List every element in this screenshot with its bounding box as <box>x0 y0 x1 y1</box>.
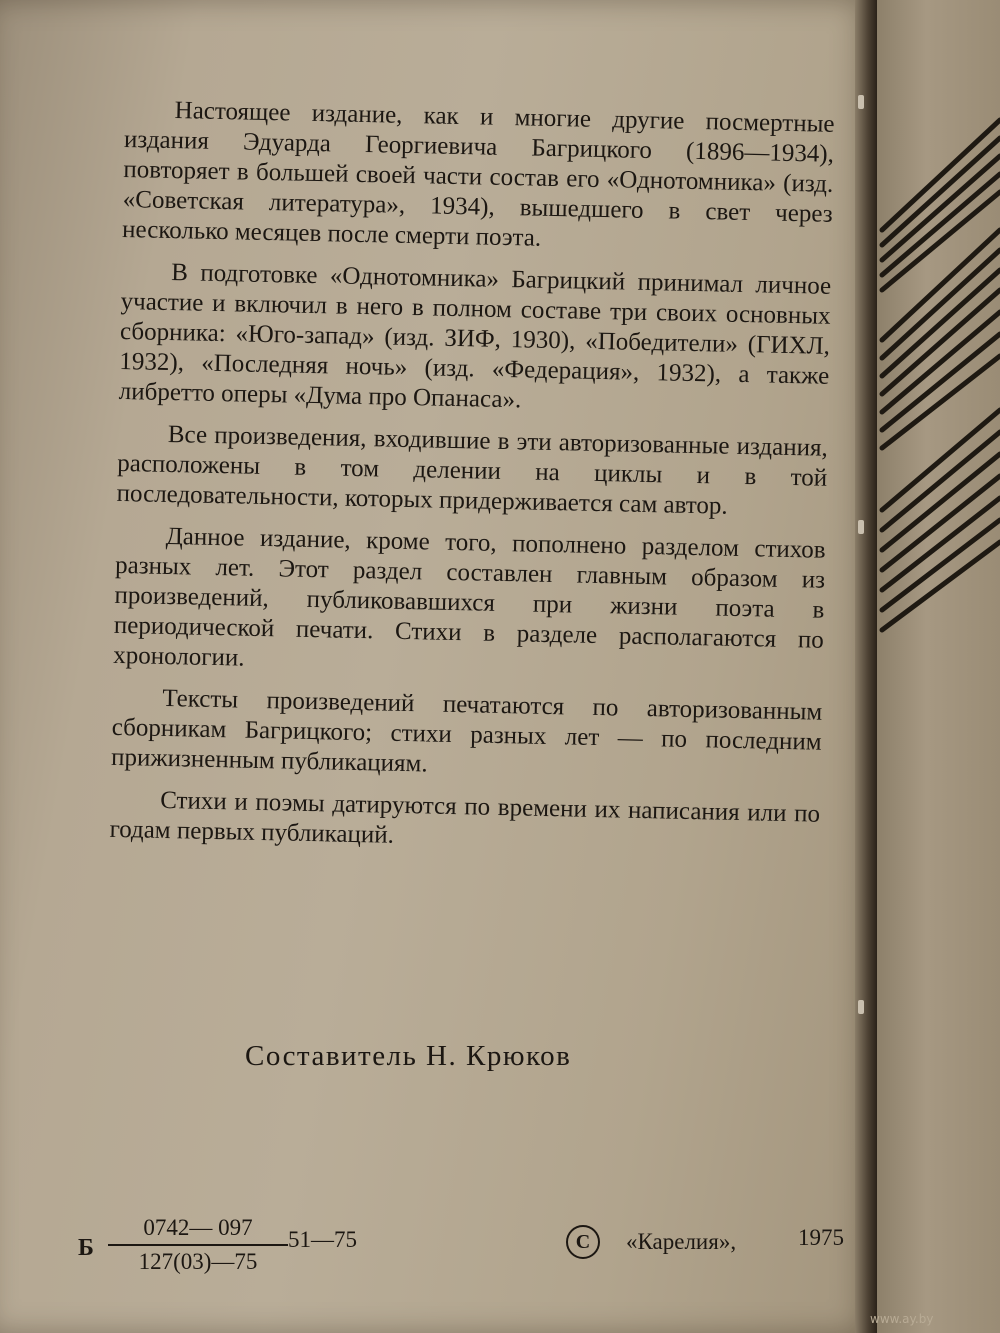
index-letter: Б <box>78 1235 94 1261</box>
paragraph: В подготовке «Однотомника» Багрицкий принимал личное участие и включил в него в полном составе три своих основных сборника: «Юго-запад» (изд. ЗИФ, 1930), «Победители» (ГИХЛ, 1932), «Последняя ночь» (изд. «Федерация», 1932), а также либретто оперы «Дума про Опанаса». <box>118 259 832 414</box>
compiler-credit: Составитель Н. Крюков <box>245 1040 572 1072</box>
watermark: www.ay.by <box>870 1312 934 1326</box>
illustration-stroke <box>882 432 1000 530</box>
adjacent-page-illustration <box>877 80 1000 720</box>
illustration-stroke <box>882 498 1000 590</box>
copyright-icon: C <box>566 1225 600 1259</box>
catalog-index-fraction <box>108 1215 288 1275</box>
book-gutter <box>855 0 877 1333</box>
illustration-stroke <box>882 410 1000 510</box>
illustration-stroke <box>882 120 1000 230</box>
paragraph: Настоящее издание, как и многие другие посмертные издания Эдуарда Георгиевича Багрицкого (1896—1934), повторяет в большей своей части состав его «Однотомника» (изд. «Советская литература», 1934), вышедшего в свет через несколько месяцев после смерти поэта. <box>121 97 835 252</box>
paragraph: Все произведения, входившие в эти авторизованные издания, расположены в том делении на циклы и в той последовательности, которых придерживается сам автор. <box>116 420 829 520</box>
illustration-stroke <box>882 334 1000 430</box>
fraction-denominator: 127(03)—75 <box>138 1249 258 1274</box>
paragraph: Данное издание, кроме того, пополнено разделом стихов разных лет. Этот раздел составлен главным образом из произведений, публиковавшихся при жизни поэта в периодической печати. Стихи в разделе располагаются по хронологии. <box>112 522 826 672</box>
binding-stitch <box>858 1000 864 1014</box>
binding-stitch <box>858 95 864 109</box>
main-text <box>109 95 835 872</box>
illustration-stroke <box>882 356 1000 448</box>
fraction-numerator: 0742— 097 <box>108 1215 288 1246</box>
binding-stitch <box>858 520 864 534</box>
catalog-suffix: 51—75 <box>288 1227 357 1252</box>
publisher-name: «Карелия», <box>626 1229 737 1254</box>
publication-year: 1975 <box>798 1225 844 1250</box>
paragraph: Стихи и поэмы датируются по времени их написания или по годам первых публикаций. <box>109 786 821 849</box>
publication-imprint <box>78 1215 858 1285</box>
paragraph: Тексты произведений печатаются по авторизованным сборникам Багрицкого; стихи разных лет — по последним прижизненным публикациям. <box>110 684 823 778</box>
